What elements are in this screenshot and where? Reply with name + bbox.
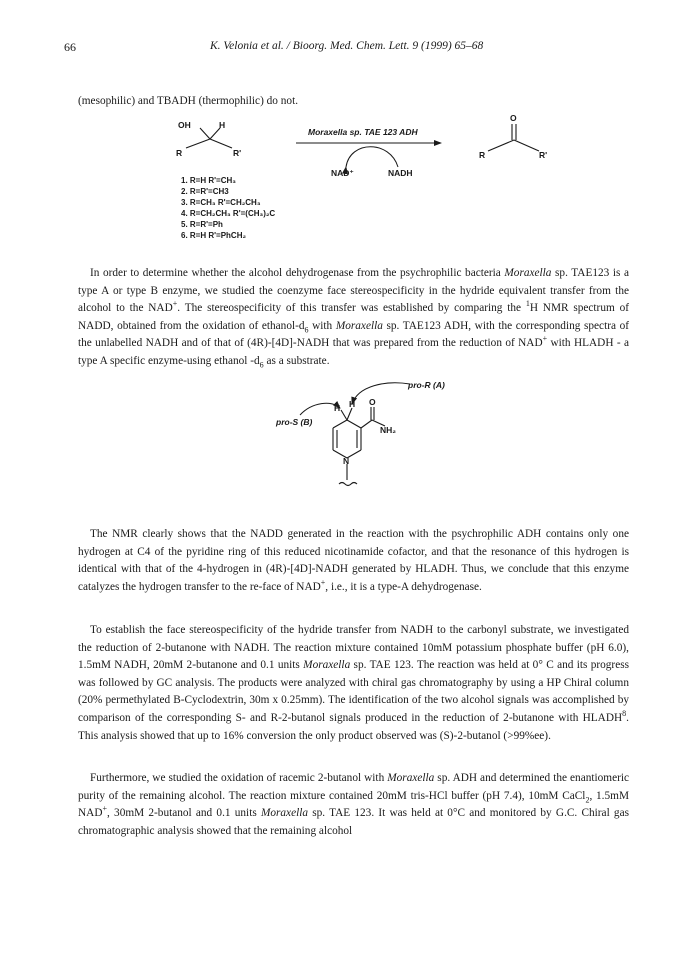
oh-label: OH (178, 120, 191, 130)
carbonyl-o-label: O (369, 397, 376, 407)
compound-item: 5. R=R'=Ph (181, 220, 223, 229)
compound-item: 2. R=R'=CH3 (181, 187, 229, 196)
ring-n-label: N (343, 456, 350, 466)
cofactor-curve (346, 147, 398, 167)
enzyme-label: Moraxella sp. TAE 123 ADH (308, 127, 418, 137)
paragraph-4: Furthermore, we studied the oxidation of racemic 2-butanol with Moraxella sp. ADH and determined the enantiomeric purity of the remaining alcohol. The reaction mixture contained 20mM tris-HCl buffer (pH 7.4), 10mM CaCl$_2$, 1.5mM NAD+, 30mM 2-butanol and 0.1 units Moraxella sp. TAE 123. It was held at 0°C and monitored by G.C. Chiral gas chromatographic analysis showed that the remaining alcohol (78, 772, 629, 837)
nh2-label: NH₂ (380, 425, 397, 435)
paragraph-2: The NMR clearly shows that the NADD generated in the reaction with the psychrophilic ADH contains only one hydrogen at C4 of the pyridine ring of this reduced nicotinamide cofactor, and that the resonance of this hydrogen is identical with that of the 4-hydrogen in (4R)-[4D]-NADH generated by HLADH. Thus, we conclude that this enzyme catalyzes the hydrogen transfer to the re-face of NAD+, i.e., it is a type-A dehydrogenase. (78, 528, 629, 593)
rprime-label-product: R' (539, 150, 548, 160)
h-label-a: H (334, 403, 341, 413)
nicotinamide-structure (0, 380, 692, 510)
ketone-structure (488, 124, 539, 151)
pro-r-arrow (352, 383, 410, 404)
h-label-b: H (349, 399, 356, 409)
compound-item: 6. R=H R'=PhCH₂ (181, 231, 247, 240)
rprime-label: R' (233, 148, 242, 158)
compound-item: 1. R=H R'=CH₃ (181, 176, 236, 185)
paragraph-1: In order to determine whether the alcohol dehydrogenase from the psychrophilic bacteria Moraxella sp. TAE123 is a type A or type B enzyme, we studied the coenzyme face stereospecificity in the hydride equivalent transfer from the alcohol to the NAD+. The stereospecificity of this transfer was established by comparing the $^1$H NMR spectrum of NADD, obtained from the oxidation of ethanol-$d_6$ with Moraxella sp. TAE123 ADH, with the corresponding spectra of the unlabelled NADH and of that of (4R)-[4D]-NADH that was prepared from the reduction of NAD+ with HLADH - a type A specific enzyme-using ethanol $-d_6$ as a substrate. (78, 267, 630, 370)
nadh-label: NADH (388, 168, 413, 178)
h-label: H (219, 120, 226, 130)
alcohol-structure (186, 128, 232, 148)
paragraph-3: To establish the face stereospecificity of the hydride transfer from NADH to the carbonyl substrate, we investigated the reduction of 2-butanone with NADH. The reaction mixture contained 10mM potassium phosphate buffer (pH 6.0), 1.5mM NADH, 20mM 2-butanone and 0.1 units Moraxella sp. TAE 123. The reaction was held at 0° C and its progress was followed by GC analysis. The products were analyzed with chiral gas chromatography by using a HP Chiral column (20% permethylated B-Cyclodextrin, 30m x 0.25mm). The identification of the two alcohol signals was accomplished by comparison of the corresponding S- and R-2-butanol signals produced in the reduction of 2-butanone with HLADH$^8$. This analysis showed that up to 16% conversion the only product observed was (S)-2-butanol (>99%ee). (78, 624, 630, 742)
compound-list (181, 175, 275, 241)
compound-item: 4. R=CH₂CH₃ R'=(CH₃)₂C (181, 209, 276, 218)
running-header: K. Velonia et al. / Bioorg. Med. Chem. Lett. 9 (1999) 65–68 (210, 40, 484, 52)
pro-r-label: pro-R (A) (408, 380, 445, 390)
nad-label: NAD⁺ (331, 168, 354, 178)
pro-s-label: pro-S (B) (276, 417, 313, 427)
compound-item: 3. R=CH₃ R'=CH₂CH₃ (181, 198, 261, 207)
page-number: 66 (64, 40, 76, 54)
intro-line: (mesophilic) and TBADH (thermophilic) do not. (78, 95, 299, 107)
r-label-product: R (479, 150, 486, 160)
o-label: O (510, 113, 517, 123)
r-label: R (176, 148, 183, 158)
